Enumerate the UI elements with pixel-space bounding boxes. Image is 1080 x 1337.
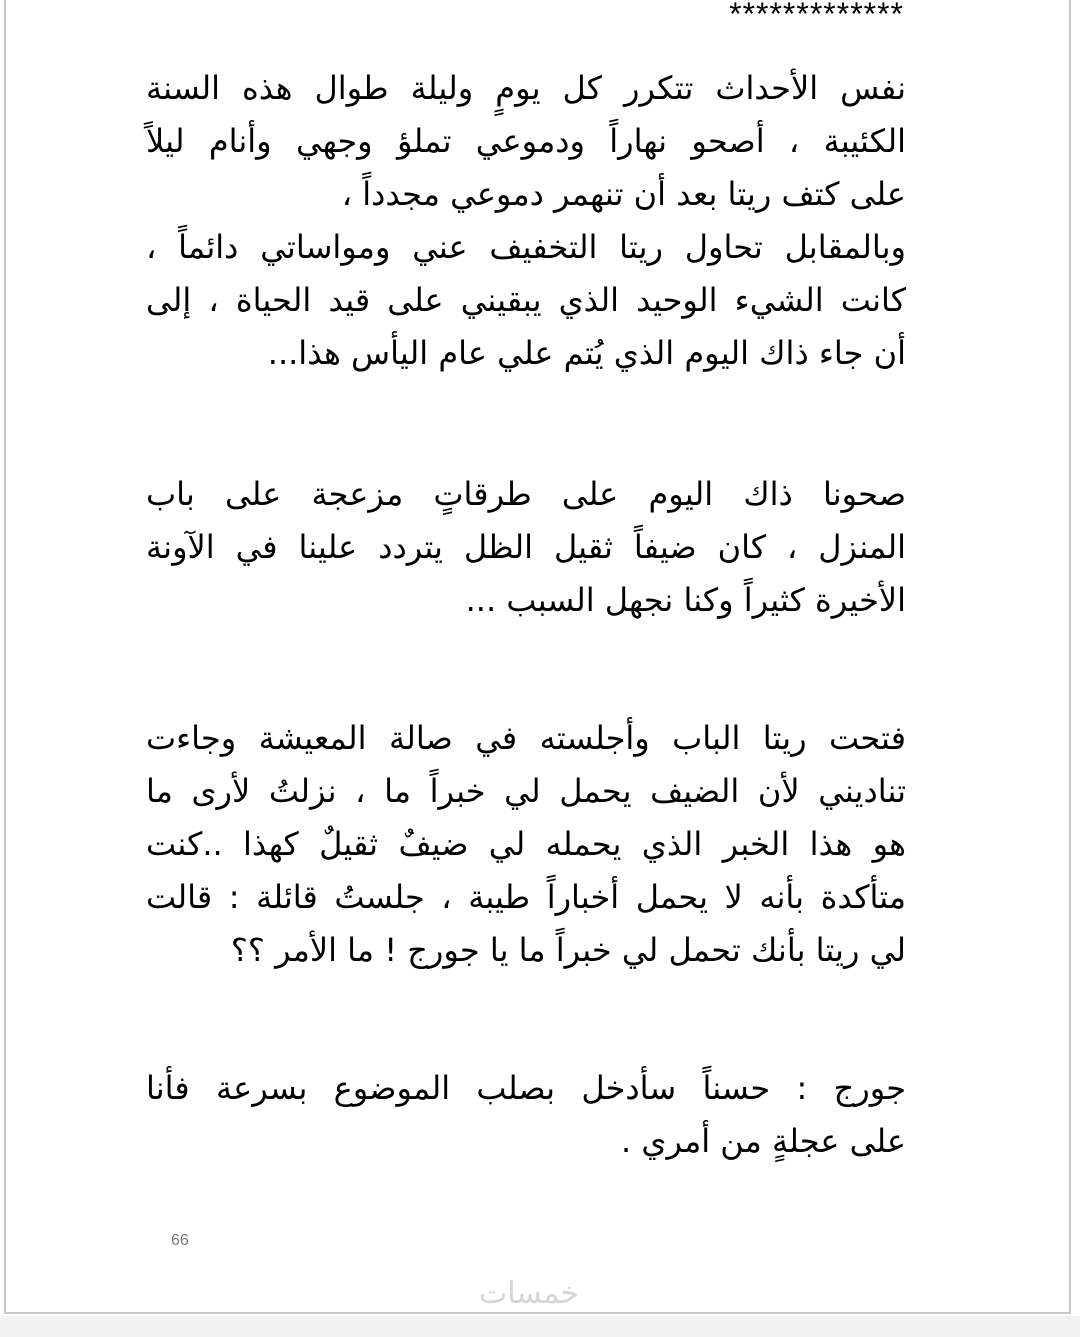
paragraph-2 xyxy=(146,468,906,627)
text-line: على كتف ريتا بعد أن تنهمر دموعي مجدداً ، xyxy=(341,175,906,213)
text-line: فتحت ريتا الباب وأجلسته في صالة المعيشة وجاءت xyxy=(146,719,906,757)
text-line: تناديني لأن الضيف يحمل لي خبراً ما ، نزلتُ لأرى ما xyxy=(146,772,906,810)
text-line: الكئيبة ، أصحو نهاراً ودموعي تملؤ وجهي وأنام ليلاً xyxy=(146,122,906,160)
text-line: أن جاء ذاك اليوم الذي يُتم علي عام اليأس هذا... xyxy=(267,334,906,372)
text-line: جورج : حسناً سأدخل بصلب الموضوع بسرعة فأنا xyxy=(146,1069,906,1107)
text-line: متأكدة بأنه لا يحمل أخباراً طيبة ، جلستُ قائلة : قالت xyxy=(146,878,906,916)
viewer-background xyxy=(0,1316,1080,1337)
text-line: المنزل ، كان ضيفاً ثقيل الظل يتردد علينا في الآونة xyxy=(146,528,906,566)
text-line: لي ريتا بأنك تحمل لي خبراً ما يا جورج ! ما الأمر ؟؟ xyxy=(230,931,906,969)
text-line: هو هذا الخبر الذي يحمله لي ضيفٌ ثقيلٌ كهذا ..كنت xyxy=(146,825,906,863)
text-line: كانت الشيء الوحيد الذي يبقيني على قيد الحياة ، إلى xyxy=(146,281,906,319)
text-line: نفس الأحداث تتكرر كل يومٍ وليلة طوال هذه السنة xyxy=(146,69,906,107)
text-line: صحونا ذاك اليوم على طرقاتٍ مزعجة على باب xyxy=(146,475,906,513)
paragraph-3 xyxy=(146,712,906,977)
paragraph-1 xyxy=(146,62,906,380)
text-line: وبالمقابل تحاول ريتا التخفيف عني ومواساتي دائماً ، xyxy=(146,228,906,266)
document-page xyxy=(4,0,1071,1314)
watermark-logo: خمسات xyxy=(479,1276,580,1311)
text-line: على عجلةٍ من أمري . xyxy=(621,1122,906,1160)
page-number: 66 xyxy=(171,1232,189,1249)
section-separator: ************* xyxy=(729,0,904,32)
paragraph-4 xyxy=(146,1062,906,1168)
text-line: الأخيرة كثيراً وكنا نجهل السبب ... xyxy=(465,581,906,619)
